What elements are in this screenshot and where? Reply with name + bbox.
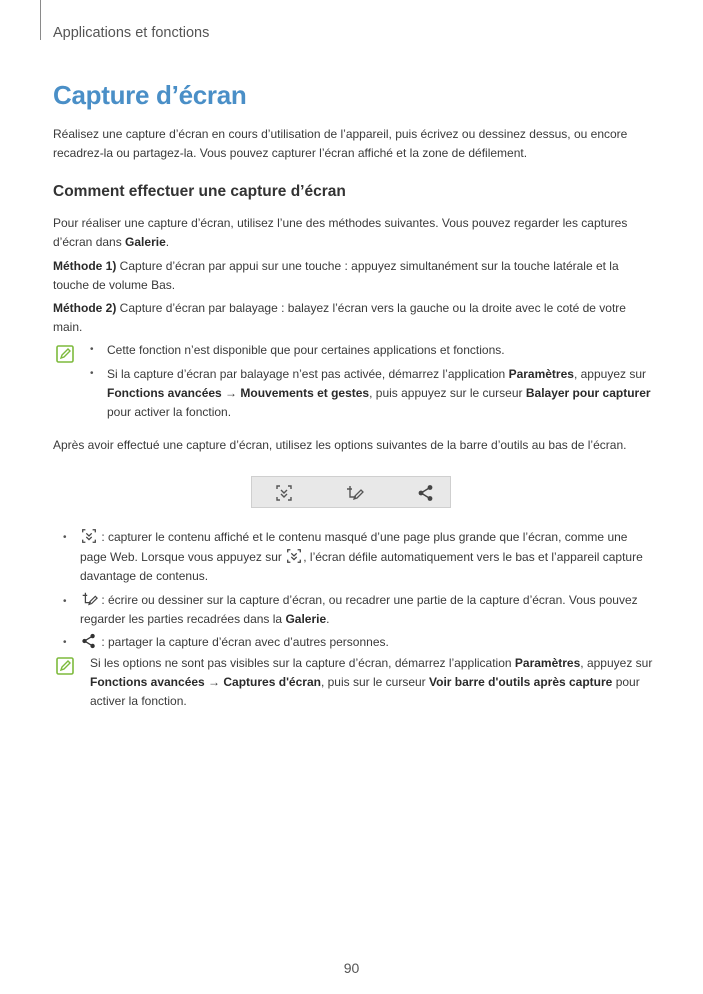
share-icon[interactable] [416, 483, 436, 503]
option-scroll-capture: : capturer le contenu affiché et le contenu masqué d’une page plus grande que l’écran, comme une page Web. Lorsque vous appuyez sur , l’écran défile automatiquement vers le bas et l’appareil capture davantage de contenus. [80, 527, 650, 586]
method-2: Méthode 2) Capture d’écran par balayage : balayez l’écran vers la gauche ou la droite avec le coté de votre main. [53, 301, 626, 334]
draw-crop-icon [80, 590, 98, 608]
bullet-dot: • [90, 344, 94, 355]
bullet-dot: • [63, 637, 67, 648]
scroll-capture-icon [285, 547, 303, 565]
note-bullet-2: Si la capture d’écran par balayage n’est pas activée, démarrez l’application Paramètres, appuyez sur Fonctions avancées → Mouvements et gestes, puis appuyez sur le curseur Balayer pour capturer pour activer la fonction. [107, 367, 651, 419]
bullet-dot: • [63, 532, 67, 543]
share-icon [80, 632, 98, 650]
note-bullet-1: Cette fonction n’est disponible que pour certaines applications et fonctions. [107, 343, 505, 357]
section-heading: Comment effectuer une capture d’écran [53, 183, 346, 200]
intro-paragraph: Réalisez une capture d’écran en cours d’utilisation de l’appareil, puis écrivez ou dessinez dessus, ou encore recadrez-la ou partagez-la. Vous pouvez capturer l’écran affiché et la zone de défilement. [53, 127, 628, 160]
draw-crop-icon[interactable] [344, 483, 364, 503]
margin-rule [40, 0, 41, 40]
screenshot-toolbar [251, 476, 451, 508]
page-number: 90 [343, 960, 360, 976]
bullet-dot: • [63, 596, 67, 607]
section-header: Applications et fonctions [53, 25, 210, 41]
scroll-capture-icon[interactable] [274, 483, 294, 503]
note-icon [56, 657, 74, 675]
galerie-link-text: Galerie [125, 235, 166, 249]
after-capture-paragraph: Après avoir effectué une capture d’écran, utilisez les options suivantes de la barre d’outils au bas de l’écran. [53, 438, 627, 452]
scroll-capture-icon [80, 527, 98, 545]
note-toolbar-settings: Si les options ne sont pas visibles sur la capture d’écran, démarrez l’application Paramètres, appuyez sur Fonctions avancées → Captures d'écran, puis sur le curseur Voir barre d'outils après capture pour activer la fonction. [90, 656, 653, 708]
option-draw-crop: : écrire ou dessiner sur la capture d’écran, ou recadrer une partie de la capture d’écran. Vous pouvez regarder les parties recadrées dans la Galerie. [80, 590, 650, 629]
methods-intro: Pour réaliser une capture d’écran, utilisez l’une des méthodes suivantes. Vous pouvez regarder les captures d’écran dans Galerie. [53, 216, 628, 249]
bullet-dot: • [90, 368, 94, 379]
option-share: : partager la capture d’écran avec d’autres personnes. [80, 632, 650, 652]
method-1: Méthode 1) Capture d’écran par appui sur une touche : appuyez simultanément sur la touche latérale et la touche de volume Bas. [53, 259, 619, 292]
page-title: Capture d’écran [53, 80, 247, 110]
note-icon [56, 345, 74, 363]
